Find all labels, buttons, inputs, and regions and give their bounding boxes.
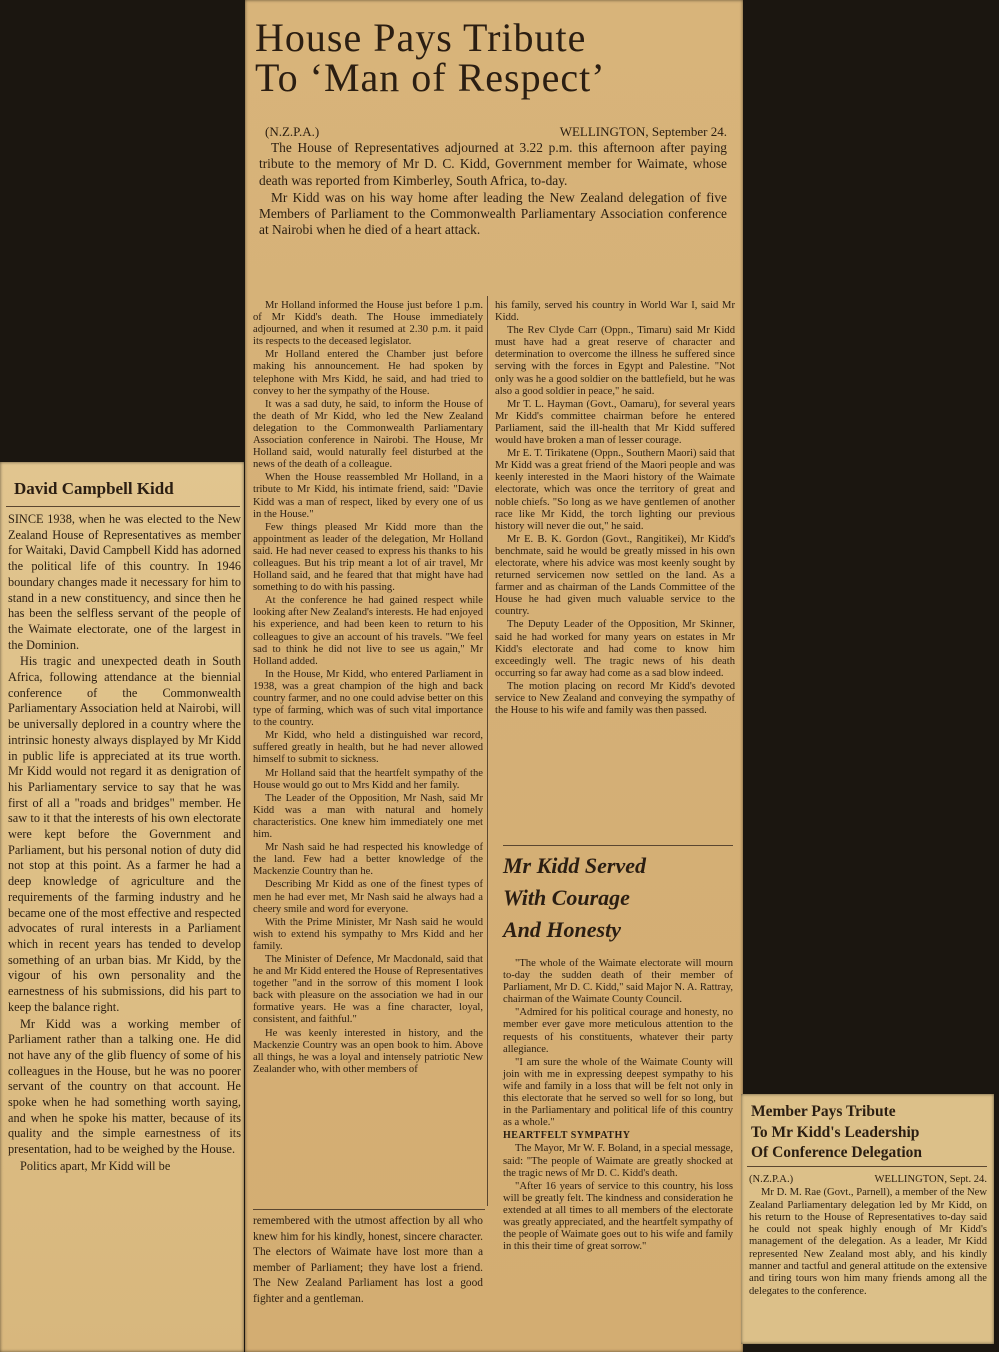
main-headline-line1: House Pays Tribute <box>255 15 587 60</box>
body-paragraph: Mr T. L. Hayman (Govt., Oamaru), for several years Mr Kidd's committee chairman before he entered Parliament, said the ill-health that Mr Kidd suffered would have broken a man of lesser courage. <box>495 398 735 447</box>
body-paragraph: Mr Holland entered the Chamber just before making his announcement. He had spoken by telephone with Mrs Kidd, he said, and had tried to convey to her the sympathy of the House. <box>253 349 483 397</box>
body-paragraph: At the conference he had gained respect while looking after New Zealand's interests. He had enjoyed his experience, and had been keen to return to his colleagues to give an account of his travels. "We feel sad to think he did not live to see us again," Mr Holland added. <box>253 595 483 667</box>
br-headline-rule <box>747 1166 987 1167</box>
sub-article-divider <box>503 845 733 846</box>
sub-headline <box>503 850 733 946</box>
br-headline-line3: Of Conference Delegation <box>751 1144 923 1161</box>
body-paragraph: The Leader of the Opposition, Mr Nash, said Mr Kidd was a man with natural and homely characteristics. One knew him immediately one met him. <box>253 792 483 841</box>
body-paragraph: Few things pleased Mr Kidd more than the appointment as leader of the delegation, Mr Holland said. He had never ceased to express his thanks to his colleagues. But his trip meant a lot of air travel, Mr Holland said, and he feared that that might have had something to do with his passing. <box>253 521 483 594</box>
main-headline-line2: To ‘Man of Respect’ <box>255 55 606 100</box>
br-agency: (N.Z.P.A.) <box>749 1174 794 1185</box>
body-paragraph: "The whole of the Waimate electorate will mourn to-day the sudden death of their member of Parliament, Mr D. C. Kidd," said Major N. A. Rattray, chairman of the Waimate County Council. <box>503 958 733 1006</box>
main-place-date: WELLINGTON, September 24. <box>559 124 727 139</box>
body-paragraph: In the House, Mr Kidd, who entered Parliament in 1938, was a great champion of the high and back country farmer, and no one could advise better on this type of farming, which was of such vital importance to the country. <box>253 668 483 729</box>
body-paragraph: Mr D. M. Rae (Govt., Parnell), a member of the New Zealand Parliamentary delegation led by Mr Kidd, on his return to the House of Representatives to-day said he could not speak highly enough of Mr Kidd's management of the delegation. As a leader, Mr Kidd represented New Zealand most ably, and his kindly manner and tactful and general attitude on the extensive and tiring tours won him many friends among all the delegates to the conference. <box>749 1187 987 1297</box>
sub-article-body <box>503 958 733 1348</box>
body-paragraph: The Rev Clyde Carr (Oppn., Timaru) said Mr Kidd must have had a great reserve of character and determination to overcome the illness he suffered since serving with the forces in Egypt and Palestine. "Not only was he a good soldier on the battlefield, but he was also a good soldier in peace," he said. <box>495 325 735 397</box>
body-paragraph: He was keenly interested in history, and the Mackenzie Country was an open book to him. Above all things, he was a loyal and intensely patriotic New Zealander who, with other members of <box>253 1027 483 1075</box>
crosshead: HEARTFELT SYMPATHY <box>503 1130 631 1142</box>
body-paragraph: his family, served his country in World War I, said Mr Kidd. <box>495 300 735 324</box>
br-place-date: WELLINGTON, Sept. 24. <box>874 1174 987 1185</box>
body-paragraph: It was a sad duty, he said, to inform the House of the death of Mr Kidd, who led the New Zealand delegation to the Commonwealth Parliamentary Association conference in Nairobi. The House, Mr Holland said, would naturally feel disturbed at the news of the death of a colleague. <box>253 398 483 471</box>
br-headline-line2: To Mr Kidd's Leadership <box>751 1123 920 1141</box>
body-paragraph: Mr Nash said he had respected his knowledge of the land. Few had a better knowledge of the Mackenzie Country than he. <box>253 842 483 878</box>
br-dateline <box>749 1174 987 1186</box>
body-paragraph: SINCE 1938, when he was elected to the New Zealand House of Representatives as member for Waitaki, David Campbell Kidd has adorned the political life of this country. In 1946 boundary changes made it necessary for him to stand in a new constituency, and since then he has been the selfless servant of the people of the Waimate electorate, one of the largest in the Dominion. <box>8 512 241 652</box>
body-paragraph: Mr E. T. Tirikatene (Oppn., Southern Maori) said that Mr Kidd was a great friend of the Maori people and was keenly interested in the Maori history of the Waimate electorate, which was once the territory of great and noble chiefs. "So long as we have gentlemen of another race like Mr Kidd, the torch lighting our previous history will never die out," he said. <box>495 448 735 532</box>
sub-headline-line1: Mr Kidd Served <box>503 853 646 878</box>
body-paragraph: Mr Kidd was a working member of Parliament rather than a talking one. He did not have any of the glib fluency of some of his colleagues in the House, but he was no poorer servant of the country on that account. He spoke when he had something worth saying, and when he spoke his matter, because of its quality and the simple earnestness of its presentation, had to be weighed by the House. <box>8 1016 241 1157</box>
lead-paragraph: Mr Kidd was on his way home after leading the New Zealand delegation of five Members of Parliament to the Commonwealth Parliamentary Association conference at Nairobi when he died of a heart attack. <box>259 189 727 238</box>
bottom-right-article-clipping <box>741 1094 994 1344</box>
br-headline-line1: Member Pays Tribute <box>751 1103 896 1120</box>
body-paragraph: Describing Mr Kidd as one of the finest types of men he had ever met, Mr Nash said he always had a cheery smile and word for everyone. <box>253 879 483 915</box>
body-paragraph: "I am sure the whole of the Waimate County will join with me in expressing deepest sympathy to his wife and family in a loss that will be felt not only in this electorate that he served so well for so long, but in the Parliamentary and political life of this country as a whole." <box>503 1056 733 1129</box>
body-paragraph: "Admired for his political courage and honesty, no member ever gave more meticulous attention to the requests of his constituents, whatever their party allegiance. <box>503 1007 733 1055</box>
body-paragraph: With the Prime Minister, Mr Nash said he would wish to extend his sympathy to Mrs Kidd and her family. <box>253 916 483 952</box>
continuation-divider <box>253 1209 485 1210</box>
left-article-body <box>8 512 241 1176</box>
bottom-right-headline <box>751 1102 991 1164</box>
sub-headline-line3: And Honesty <box>503 917 621 942</box>
body-paragraph: The motion placing on record Mr Kidd's devoted service to New Zealand and conveying the sympathy of the House to his wife and family was then passed. <box>495 680 735 717</box>
main-lead <box>259 140 727 240</box>
body-paragraph: Mr Kidd, who held a distinguished war record, suffered greatly in health, but he had never allowed himself to submit to sickness. <box>253 730 483 766</box>
body-paragraph: When the House reassembled Mr Holland, in a tribute to Mr Kidd, his intimate friend, said: "Davie Kidd was a man of respect, liked by every one of us in the House." <box>253 472 483 520</box>
left-article-clipping <box>0 462 244 1352</box>
body-paragraph: His tragic and unexpected death in South Africa, following attendance at the biennial conference of the Commonwealth Parliamentary Association held at Nairobi, will be universally deplored in a country where the intrinsic honesty always displayed by Mr Kidd in public life is appreciated at its true worth. Mr Kidd would not regard it as denigration of his Parliamentary service to say that he was first of all a "roads and bridges" member. He saw to it that the interests of his own electorate were kept before the Government and Parliament, but his personal notion of duty did not stop at this point. As a farmer he had a deep knowledge of agriculture and the requirements of the farming industry and he became one of the most effective and respected advocates of rural interests in a Parliament which in recent years has tended to develop something of an urban bias. Mr Kidd, by the vigour of his own personality and the earnestness of his submissions, did his part to keep the balance right. <box>8 654 241 1014</box>
column-divider <box>487 296 488 1206</box>
body-paragraph: Mr Holland said that the heartfelt sympathy of the House would go out to Mrs Kidd and her family. <box>253 767 483 791</box>
main-agency: (N.Z.P.A.) <box>265 124 320 139</box>
main-column-left <box>253 300 483 1205</box>
bottom-right-body <box>749 1174 987 1299</box>
body-paragraph: "After 16 years of service to this country, his loss will be greatly felt. The kindness and consideration he extended at all times to all members of the electorate was greatly appreciated, and the heartfelt sympathy of the people of Waimate goes out to his wife and family in this their time of great sorrow." <box>503 1180 733 1253</box>
body-paragraph: Politics apart, Mr Kidd will be <box>20 1158 171 1173</box>
main-headline <box>255 15 735 100</box>
main-column-continuation <box>253 1214 483 1309</box>
main-article-clipping <box>245 0 743 1352</box>
body-paragraph: The Deputy Leader of the Opposition, Mr Skinner, said he had worked for many years on estates in Mr Kidd's electorate and had come to know him exceedingly well. The tragic news of his death occurring so far away had come as a sad blow indeed. <box>495 619 735 679</box>
main-column-right <box>495 300 735 840</box>
body-paragraph: Mr E. B. K. Gordon (Govt., Rangitikei), Mr Kidd's benchmate, said he would be greatly missed in his own electorate, where his advice was most keenly sought by returned servicemen now settled on the land. As a farmer and as chairman of the Lands Committee of the House he had given much valuable service to the country. <box>495 533 735 618</box>
body-paragraph: The Mayor, Mr W. F. Boland, in a special message, said: "The people of Waimate are greatly shocked at the tragic news of Mr D. C. Kidd's death. <box>503 1143 733 1179</box>
body-paragraph: Mr Holland informed the House just before 1 p.m. of Mr Kidd's death. The House immediately adjourned, and when it resumed at 2.30 p.m. it paid its respects to the deceased legislator. <box>253 300 483 348</box>
sub-headline-line2: With Courage <box>503 885 630 910</box>
continuation-paragraph: remembered with the utmost affection by all who knew him for his kindly, honest, sincere character. The electors of Waimate have lost more than a member of Parliament; they have lost a friend. The New Zealand Parliament has lost a good fighter and a gentleman. <box>253 1215 483 1305</box>
left-headline: David Campbell Kidd <box>14 479 174 498</box>
body-paragraph: The Minister of Defence, Mr Macdonald, said that he and Mr Kidd entered the House of Representatives together "and in the sorrow of this moment I look back with pleasure on the association we had in our formative years. He was a fine character, loyal, consistent, and faithful." <box>253 953 483 1026</box>
lead-paragraph: The House of Representatives adjourned at 3.22 p.m. this afternoon after paying tribute to the memory of Mr D. C. Kidd, Government member for Waimate, whose death was reported from Kimberley, South Africa, to-day. <box>259 140 727 188</box>
left-headline-rule <box>6 506 240 507</box>
